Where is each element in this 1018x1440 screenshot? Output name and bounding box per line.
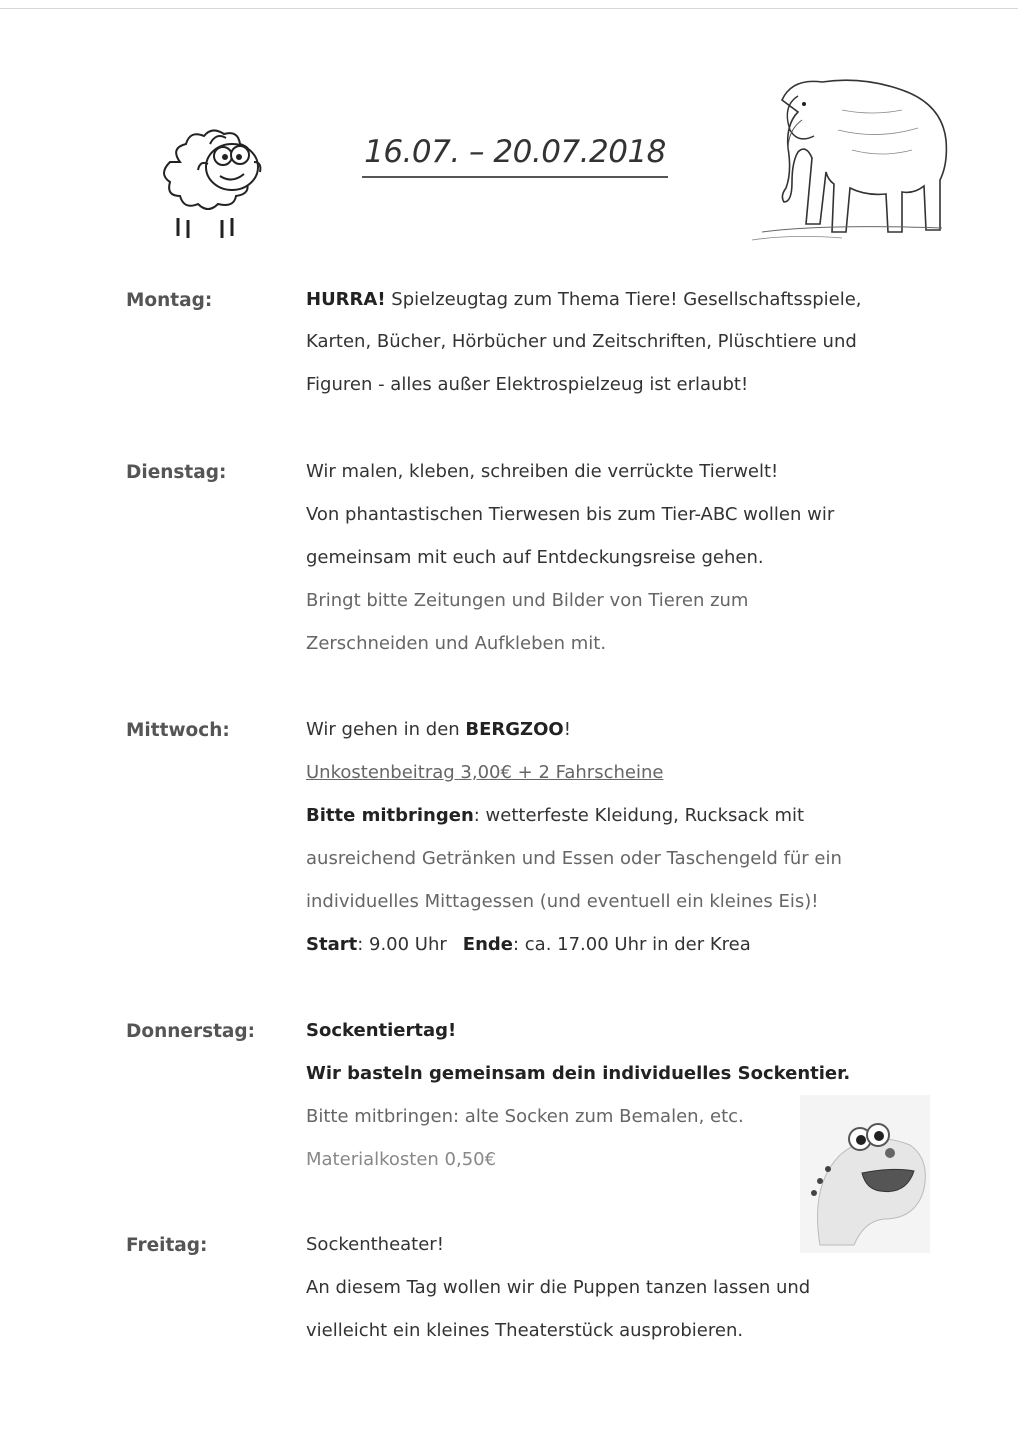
dienstag-line-2: Von phantastischen Tierwesen bis zum Tier-ABC wollen wir [306, 504, 835, 525]
montag-hurra: HURRA! [306, 289, 386, 310]
donnerstag-material-cost: Materialkosten 0,50€ [306, 1149, 497, 1170]
montag-line-1-text: Spielzeugtag zum Thema Tiere! Gesellschaftsspiele, [385, 289, 862, 310]
freitag-line-3: vielleicht ein kleines Theaterstück ausprobieren. [306, 1320, 744, 1341]
mittwoch-bitte-mitbringen: Bitte mitbringen [306, 805, 474, 826]
freitag-line-1: Sockentheater! [306, 1234, 444, 1255]
mittwoch-line-1-b: ! [563, 719, 571, 740]
day-label-freitag: Freitag: [126, 1235, 208, 1256]
mittwoch-cost: Unkostenbeitrag 3,00€ + 2 Fahrscheine [306, 762, 664, 783]
donnerstag-line-3: Bitte mitbringen: alte Socken zum Bemalen, etc. [306, 1106, 744, 1127]
montag-line-1 [306, 289, 862, 310]
montag-line-2: Karten, Bücher, Hörbücher und Zeitschriften, Plüschtiere und [306, 331, 857, 352]
day-label-mittwoch: Mittwoch: [126, 720, 230, 741]
montag-line-3: Figuren - alles außer Elektrospielzeug ist erlaubt! [306, 374, 749, 395]
elephant-illustration [742, 70, 962, 245]
mittwoch-start-time: : 9.00 Uhr [357, 934, 447, 955]
mittwoch-line-3-text: : wetterfeste Kleidung, Rucksack mit [473, 805, 805, 826]
title-underline [362, 176, 668, 178]
mittwoch-start-label: Start [306, 934, 358, 955]
scan-edge-line [0, 8, 1018, 9]
date-range-title: 16.07. – 20.07.2018 [364, 134, 666, 170]
dienstag-line-5: Zerschneiden und Aufkleben mit. [306, 633, 607, 654]
mittwoch-line-1 [306, 719, 571, 740]
day-label-montag: Montag: [126, 290, 213, 311]
mittwoch-line-1-a: Wir gehen in den [306, 719, 466, 740]
sock-puppet-photo [800, 1095, 930, 1253]
mittwoch-end-label: Ende [462, 934, 513, 955]
sheep-illustration [150, 122, 280, 247]
dienstag-line-4: Bringt bitte Zeitungen und Bilder von Tieren zum [306, 590, 749, 611]
dienstag-line-3: gemeinsam mit euch auf Entdeckungsreise gehen. [306, 547, 764, 568]
mittwoch-line-4: ausreichend Getränken und Essen oder Taschengeld für ein [306, 848, 842, 869]
day-label-dienstag: Dienstag: [126, 462, 227, 483]
donnerstag-line-1: Sockentiertag! [306, 1020, 457, 1041]
donnerstag-line-2: Wir basteln gemeinsam dein individuelles Sockentier. [306, 1063, 851, 1084]
freitag-line-2: An diesem Tag wollen wir die Puppen tanzen lassen und [306, 1277, 811, 1298]
mittwoch-line-3 [306, 805, 804, 826]
mittwoch-bergzoo: BERGZOO [465, 719, 564, 740]
mittwoch-end-time: : ca. 17.00 Uhr in der Krea [512, 934, 751, 955]
mittwoch-line-5: individuelles Mittagessen (und eventuell ein kleines Eis)! [306, 891, 819, 912]
dienstag-line-1: Wir malen, kleben, schreiben die verrückte Tierwelt! [306, 461, 779, 482]
mittwoch-line-6 [306, 934, 751, 955]
day-label-donnerstag: Donnerstag: [126, 1021, 256, 1042]
